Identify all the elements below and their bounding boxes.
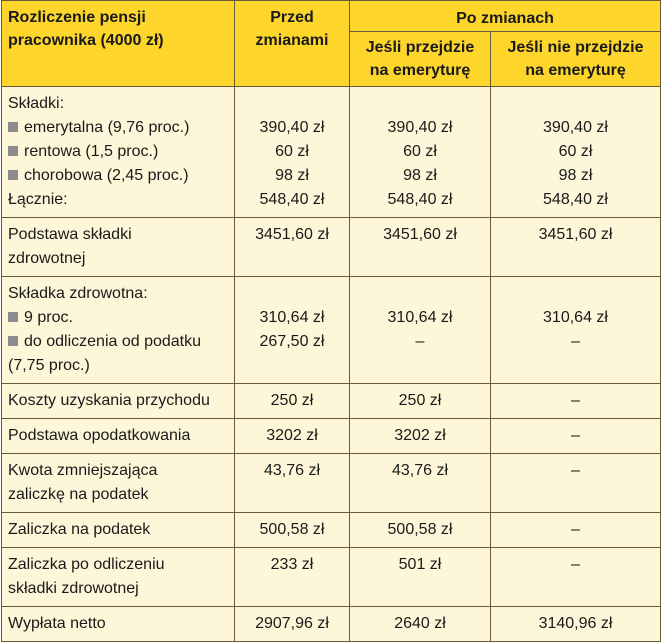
value-retire: 310,64 zł – <box>350 277 491 384</box>
row-label: Podstawa opodatkowania <box>2 419 235 454</box>
value-before: 43,76 zł <box>235 454 350 513</box>
header-if-retires: Jeśli przejdzie na emeryturę <box>350 32 491 87</box>
table-row-tax-advance-after-deduction <box>2 548 661 607</box>
value-retire: 390,40 zł 60 zł 98 zł 548,40 zł <box>350 87 491 218</box>
value-retire: 250 zł <box>350 384 491 419</box>
square-bullet-icon <box>8 312 18 322</box>
table-row-contributions <box>2 87 661 218</box>
table-row-tax-base <box>2 419 661 454</box>
salary-comparison-table <box>1 0 661 642</box>
value-retire: 3202 zł <box>350 419 491 454</box>
list-item: rentowa (1,5 proc.) <box>8 140 228 164</box>
value-noretire: 310,64 zł – <box>491 277 661 384</box>
value-before: 3451,60 zł <box>235 218 350 277</box>
table-row-health-contribution <box>2 277 661 384</box>
value-retire: 3451,60 zł <box>350 218 491 277</box>
value-before: 500,58 zł <box>235 513 350 548</box>
value-retire: 43,76 zł <box>350 454 491 513</box>
value-noretire: 390,40 zł 60 zł 98 zł 548,40 zł <box>491 87 661 218</box>
value-noretire: 3451,60 zł <box>491 218 661 277</box>
value-noretire: 3140,96 zł <box>491 607 661 642</box>
value-noretire: – <box>491 419 661 454</box>
row-label: Składki: emerytalna (9,76 proc.) rentowa (1,5 proc.) chorobowa (2,45 proc.) Łącznie: <box>2 87 235 218</box>
value-noretire: – <box>491 513 661 548</box>
table-header <box>2 1 661 87</box>
table-row-costs <box>2 384 661 419</box>
list-item: 9 proc. <box>8 306 228 330</box>
square-bullet-icon <box>8 336 18 346</box>
value-retire: 500,58 zł <box>350 513 491 548</box>
value-before: 3202 zł <box>235 419 350 454</box>
row-label: Zaliczka na podatek <box>2 513 235 548</box>
list-item: chorobowa (2,45 proc.) <box>8 164 228 188</box>
value-retire: 2640 zł <box>350 607 491 642</box>
row-label: Wypłata netto <box>2 607 235 642</box>
value-before: 2907,96 zł <box>235 607 350 642</box>
square-bullet-icon <box>8 146 18 156</box>
value-noretire: – <box>491 548 661 607</box>
header-if-not-retires: Jeśli nie przejdzie na emeryturę <box>491 32 661 87</box>
table-row-tax-reducing-amount <box>2 454 661 513</box>
table-row-tax-advance <box>2 513 661 548</box>
header-after-changes: Po zmianach <box>350 1 661 32</box>
value-before: 390,40 zł 60 zł 98 zł 548,40 zł <box>235 87 350 218</box>
header-salary-breakdown: Rozliczenie pensji pracownika (4000 zł) <box>2 1 235 87</box>
value-before: 310,64 zł 267,50 zł <box>235 277 350 384</box>
value-retire: 501 zł <box>350 548 491 607</box>
value-noretire: – <box>491 454 661 513</box>
list-item: emerytalna (9,76 proc.) <box>8 116 228 140</box>
table-row-net-pay <box>2 607 661 642</box>
square-bullet-icon <box>8 170 18 180</box>
header-before-changes: Przed zmianami <box>235 1 350 87</box>
value-before: 250 zł <box>235 384 350 419</box>
row-label: Kwota zmniejszająca zaliczkę na podatek <box>2 454 235 513</box>
table-row-health-contribution-base <box>2 218 661 277</box>
list-item: do odliczenia od podatku <box>8 330 228 354</box>
row-label: Koszty uzyskania przychodu <box>2 384 235 419</box>
row-label: Zaliczka po odliczeniu składki zdrowotnej <box>2 548 235 607</box>
row-label: Składka zdrowotna: 9 proc. do odliczenia od podatku (7,75 proc.) <box>2 277 235 384</box>
value-noretire: – <box>491 384 661 419</box>
square-bullet-icon <box>8 122 18 132</box>
value-before: 233 zł <box>235 548 350 607</box>
row-label: Podstawa składki zdrowotnej <box>2 218 235 277</box>
